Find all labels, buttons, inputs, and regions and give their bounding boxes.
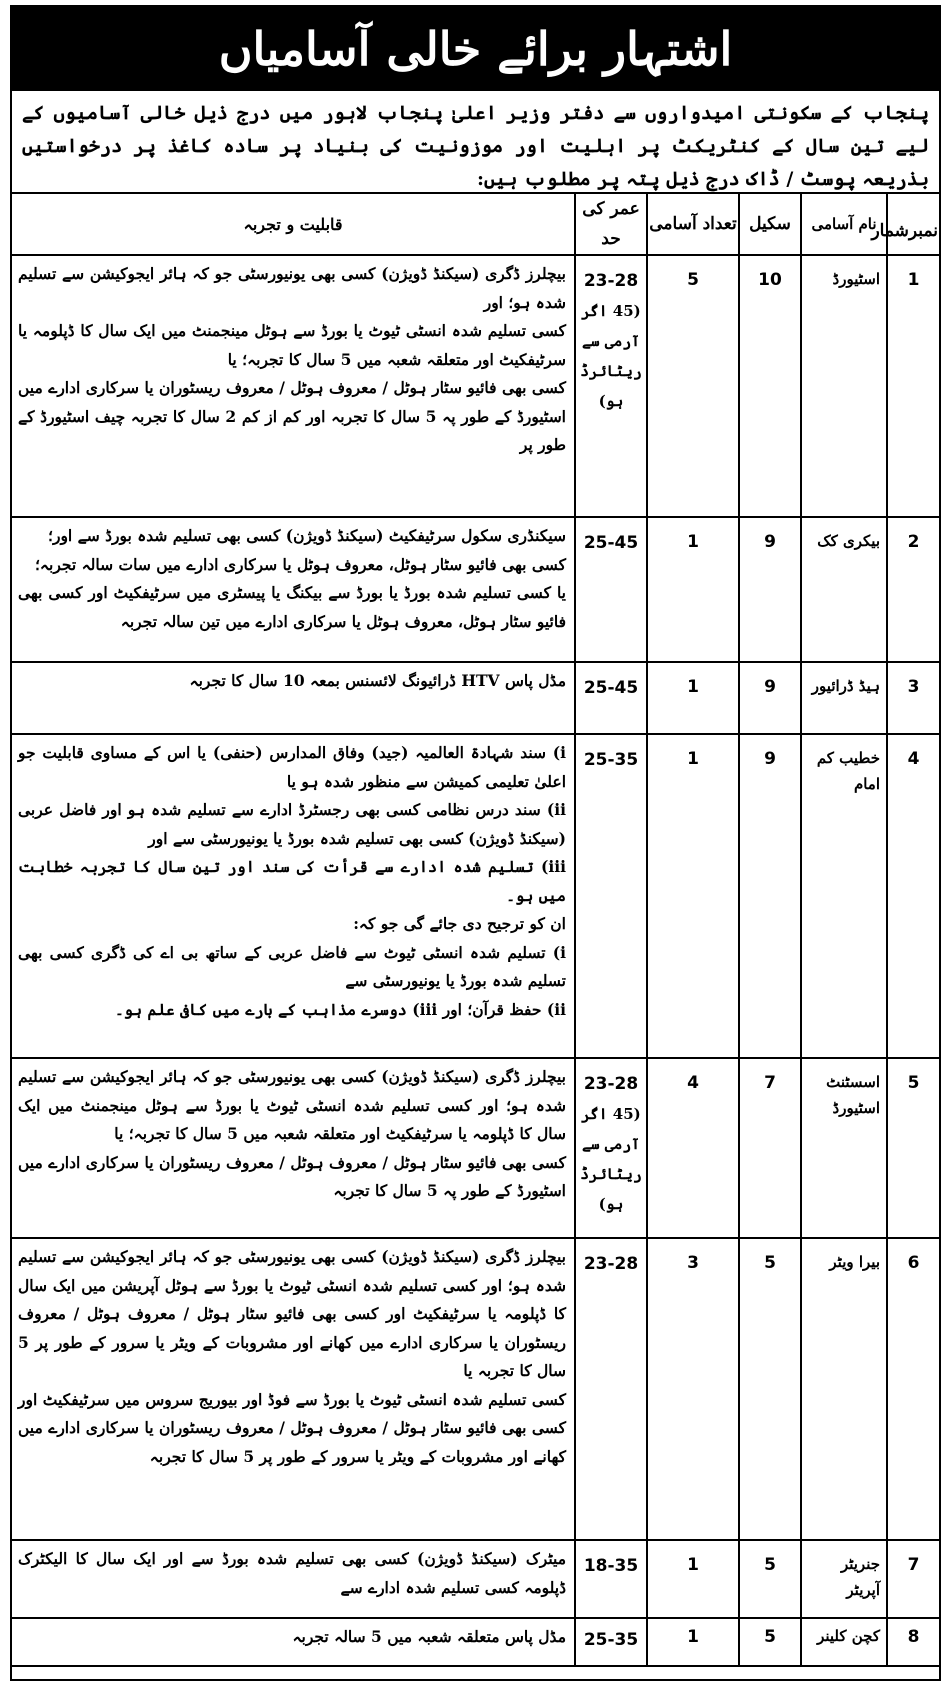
table-row (12, 1618, 939, 1666)
row-posts: 3 (647, 1238, 739, 1540)
header-qualification: قابلیت و تجربہ (12, 194, 575, 255)
row-post-name: بیرا ویٹر (801, 1238, 887, 1540)
row-scale: 5 (739, 1238, 801, 1540)
row-age: 25-35 (583, 1630, 639, 1650)
row-scale: 9 (739, 734, 801, 1058)
row-posts: 1 (647, 734, 739, 1058)
ad-intro (12, 91, 939, 194)
row-age-cell (575, 1540, 647, 1618)
row-qualification: بیچلرز ڈگری (سیکنڈ ڈویژن) کسی بھی یونیورسٹی جو کہ ہائر ایجوکیشن سے تسلیم شدہ ہو؛ اور کسی تسلیم شدہ انسٹی ٹیوٹ یا بورڈ سے ہوٹل مینجمنٹ میں ایک سال کا ڈپلومہ یا سرٹیفکیٹ اور متعلقہ شعبہ میں 5 سال کا تجربہ؛ یا کسی بھی فائیو سٹار ہوٹل / معروف ہوٹل / معروف ریسٹوران یا سرکاری ادارے میں اسٹیورڈ کے طور پہ 5 سال کا تجربہ اور کم از کم 2 سال کا تجربہ چیف اسٹیورڈ کے طور پر (12, 255, 575, 517)
row-post-name: خطیب کم امام (801, 734, 887, 1058)
row-posts: 4 (647, 1058, 739, 1238)
header-age: عمر کی حد (575, 194, 647, 255)
row-age: 25-45 (583, 678, 639, 698)
row-serial: 2 (887, 517, 939, 662)
row-age-cell (575, 662, 647, 734)
row-post-name: کچن کلینر (801, 1618, 887, 1666)
row-age-cell (575, 1058, 647, 1238)
row-qualification: بیچلرز ڈگری (سیکنڈ ڈویژن) کسی بھی یونیورسٹی جو کہ ہائر ایجوکیشن سے تسلیم شدہ ہو؛ اور کسی تسلیم شدہ انسٹی ٹیوٹ یا بورڈ سے ہوٹل مینجمنٹ میں ایک سال کا ڈپلومہ یا سرٹیفکیٹ اور متعلقہ شعبہ میں 5 سال کا تجربہ؛ یا کسی بھی فائیو سٹار ہوٹل / معروف ہوٹل / معروف ریسٹوران یا سرکاری ادارے میں اسٹیورڈ کے طور پہ 5 سال کا تجربہ (12, 1058, 575, 1238)
ad-intro-text: پنجاب کے سکونتی امیدواروں سے دفتر وزیر اعلیٰ پنجاب لاہور میں درج ذیل خالی آسامیوں کے لیے تین سال کے کنٹریکٹ پر اہلیت اور موزونیت کی بنیاد پر سادہ کاغذ پر درخواستیں بذریعہ پوسٹ / ڈاک درج ذیل پتہ پر مطلوب ہیں: (22, 102, 929, 190)
vacancy-table (12, 194, 939, 1667)
row-age-note: (45 اگر آرمی سے ریٹائرڈ ہو) (580, 302, 642, 410)
row-post-name: اسسٹنٹ اسٹیورڈ (801, 1058, 887, 1238)
row-posts: 1 (647, 662, 739, 734)
row-qualification: بیچلرز ڈگری (سیکنڈ ڈویژن) کسی بھی یونیورسٹی جو کہ ہائر ایجوکیشن سے تسلیم شدہ ہو؛ اور کسی تسلیم شدہ انسٹی ٹیوٹ یا بورڈ سے ہوٹل آپریشن میں ایک سال کا ڈپلومہ یا سرٹیفکیٹ اور کسی بھی فائیو سٹار ہوٹل / معروف ہوٹل / معروف ریسٹوران یا سرکاری ادارے میں کھانے اور مشروبات کے ویٹر یا سرور کے طور پر 5 سال کا تجربہ یا کسی تسلیم شدہ انسٹی ٹیوٹ یا بورڈ سے فوڈ اور بیوریج سروس میں سرٹیفکیٹ اور کسی بھی فائیو سٹار ہوٹل / معروف ہوٹل / معروف ریسٹوران یا سرکاری ادارے میں کھانے اور مشروبات کے ویٹر یا سرور کے طور پر 5 سال کا تجربہ (12, 1238, 575, 1540)
row-posts: 1 (647, 1618, 739, 1666)
row-age-cell (575, 734, 647, 1058)
header-posts: تعداد آسامی (647, 194, 739, 255)
header-serial: نمبرشمار (887, 194, 939, 255)
row-post-name: بیکری کک (801, 517, 887, 662)
row-serial: 7 (887, 1540, 939, 1618)
row-scale: 10 (739, 255, 801, 517)
ad-title: اشتہار برائے خالی آسامیاں (12, 7, 939, 91)
table-row (12, 517, 939, 662)
row-serial: 1 (887, 255, 939, 517)
row-qualification: مڈل پاس متعلقہ شعبہ میں 5 سالہ تجربہ (12, 1618, 575, 1666)
row-serial: 8 (887, 1618, 939, 1666)
row-age: 25-35 (583, 750, 639, 770)
row-posts: 5 (647, 255, 739, 517)
row-age: 23-28 (583, 1074, 639, 1094)
row-post-name: جنریٹر آپریٹر (801, 1540, 887, 1618)
row-age-note: (45 اگر آرمی سے ریٹائرڈ ہو) (580, 1105, 642, 1213)
row-age-cell (575, 1238, 647, 1540)
row-age: 18-35 (583, 1556, 639, 1576)
row-qualification: مڈل پاس HTV ڈرائیونگ لائسنس بمعہ 10 سال کا تجربہ (12, 662, 575, 734)
row-serial: 5 (887, 1058, 939, 1238)
row-qualification: سیکنڈری سکول سرٹیفکیٹ (سیکنڈ ڈویژن) کسی بھی تسلیم شدہ بورڈ سے اور؛ کسی بھی فائیو سٹار ہوٹل، معروف ہوٹل یا سرکاری ادارے میں سات سالہ تجربہ؛ یا کسی تسلیم شدہ بورڈ یا بورڈ سے بیکنگ یا پیسٹری میں سرٹیفکیٹ اور کسی بھی فائیو سٹار ہوٹل، معروف ہوٹل یا سرکاری ادارے میں تین سالہ تجربہ (12, 517, 575, 662)
table-row (12, 734, 939, 1058)
row-post-name: ہیڈ ڈرائیور (801, 662, 887, 734)
row-posts: 1 (647, 1540, 739, 1618)
table-header-row (12, 194, 939, 255)
row-age: 23-28 (583, 271, 639, 291)
row-age-cell (575, 255, 647, 517)
advertisement-page (10, 5, 941, 1681)
row-age-cell (575, 517, 647, 662)
row-post-name: اسٹیورڈ (801, 255, 887, 517)
row-age-cell (575, 1618, 647, 1666)
table-row (12, 1238, 939, 1540)
row-serial: 4 (887, 734, 939, 1058)
row-scale: 5 (739, 1540, 801, 1618)
table-row (12, 662, 939, 734)
row-qualification: میٹرک (سیکنڈ ڈویژن) کسی بھی تسلیم شدہ بورڈ سے اور ایک سال کا الیکٹرک ڈپلومہ کسی تسلیم شدہ ادارے سے (12, 1540, 575, 1618)
row-scale: 9 (739, 517, 801, 662)
row-posts: 1 (647, 517, 739, 662)
row-serial: 6 (887, 1238, 939, 1540)
row-scale: 5 (739, 1618, 801, 1666)
row-age: 25-45 (583, 533, 639, 553)
table-row (12, 255, 939, 517)
table-row (12, 1058, 939, 1238)
header-post-name: نام آسامی (801, 194, 887, 255)
row-serial: 3 (887, 662, 939, 734)
header-scale: سکیل (739, 194, 801, 255)
row-scale: 9 (739, 662, 801, 734)
row-age: 23-28 (583, 1254, 639, 1274)
table-row (12, 1540, 939, 1618)
row-scale: 7 (739, 1058, 801, 1238)
row-qualification: i) سند شہادۃ العالمیہ (جید) وفاق المدارس (حنفی) یا اس کے مساوی قابلیت جو اعلیٰ تعلیمی کمیشن سے منظور شدہ ہو یا ii) سند درس نظامی کسی بھی رجسٹرڈ ادارے سے تسلیم شدہ ہو اور فاضل عربی (سیکنڈ ڈویژن) کسی بھی تسلیم شدہ بورڈ یا یونیورسٹی سے اور iii) تسلیم شدہ ادارے سے قرأت کی سند اور تین سال کا تجربہ خطابت میں ہو۔ ان کو ترجیح دی جائے گی جو کہ: i) تسلیم شدہ انسٹی ٹیوٹ سے فاضل عربی کے ساتھ بی اے کی ڈگری کسی بھی تسلیم شدہ بورڈ یا یونیورسٹی سے ii) حفظ قرآن؛ اور iii) دوسرے مذاہب کے بارے میں کافی علم ہو۔ (12, 734, 575, 1058)
